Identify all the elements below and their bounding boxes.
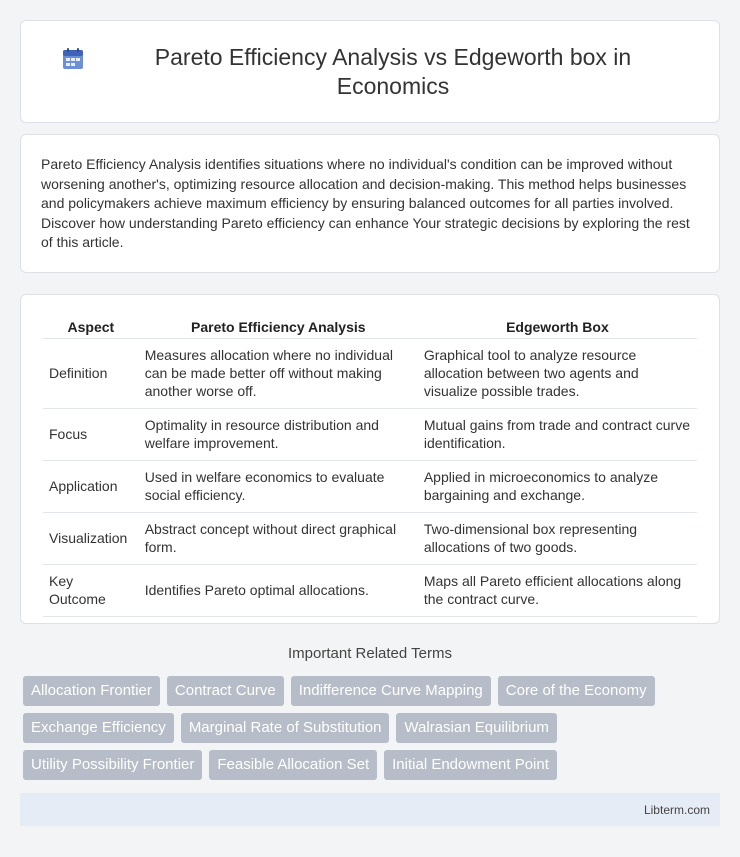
- table-row: [43, 339, 697, 409]
- table-header-row: [43, 315, 697, 339]
- row-pareto: Used in welfare economics to evaluate social efficiency.: [139, 461, 418, 513]
- intro-text: Pareto Efficiency Analysis identifies situations where no individual's condition can be improved without worsening another's, optimizing resource allocation and decision-making. This method helps businesses and policymakers achieve maximum efficiency by ensuring balanced outcomes for all parties involved. Discover how understanding Pareto efficiency can enhance Your strategic decisions by exploring the rest of this article.: [41, 156, 690, 251]
- row-aspect: Visualization: [43, 513, 139, 565]
- row-aspect: Key Outcome: [43, 565, 139, 617]
- tag-exchange-efficiency[interactable]: Exchange Efficiency: [23, 713, 174, 743]
- footer: [20, 793, 720, 826]
- row-edgeworth: Graphical tool to analyze resource allocation between two agents and visualize possible trades.: [418, 339, 697, 409]
- calendar-icon: [61, 47, 85, 71]
- row-edgeworth: Maps all Pareto efficient allocations along the contract curve.: [418, 565, 697, 617]
- row-aspect: Focus: [43, 409, 139, 461]
- tag-allocation-frontier[interactable]: Allocation Frontier: [23, 676, 160, 706]
- tag-core-of-the-economy[interactable]: Core of the Economy: [498, 676, 655, 706]
- table-row: [43, 565, 697, 617]
- table-row: [43, 513, 697, 565]
- row-pareto: Abstract concept without direct graphical form.: [139, 513, 418, 565]
- row-edgeworth: Applied in microeconomics to analyze bargaining and exchange.: [418, 461, 697, 513]
- header: [61, 43, 679, 101]
- comparison-table: [43, 315, 697, 617]
- tag-indifference-curve-mapping[interactable]: Indifference Curve Mapping: [291, 676, 491, 706]
- table-row: [43, 461, 697, 513]
- row-pareto: Identifies Pareto optimal allocations.: [139, 565, 418, 617]
- row-pareto: Measures allocation where no individual can be made better off without making another worse off.: [139, 339, 418, 409]
- intro-card: [20, 134, 720, 273]
- row-edgeworth: Mutual gains from trade and contract curve identification.: [418, 409, 697, 461]
- tag-contract-curve[interactable]: Contract Curve: [167, 676, 284, 706]
- header-pareto: Pareto Efficiency Analysis: [139, 315, 418, 339]
- tag-marginal-rate-of-substitution[interactable]: Marginal Rate of Substitution: [181, 713, 390, 743]
- row-edgeworth: Two-dimensional box representing allocations of two goods.: [418, 513, 697, 565]
- comparison-card: [20, 294, 720, 624]
- footer-brand[interactable]: Libterm.com: [643, 802, 710, 817]
- tag-utility-possibility-frontier[interactable]: Utility Possibility Frontier: [23, 750, 202, 780]
- header-card: [20, 20, 720, 123]
- related-tags: [20, 676, 720, 780]
- tag-initial-endowment-point[interactable]: Initial Endowment Point: [384, 750, 557, 780]
- page-title: Pareto Efficiency Analysis vs Edgeworth box in Economics: [154, 43, 632, 99]
- table-row: [43, 409, 697, 461]
- tag-feasible-allocation-set[interactable]: Feasible Allocation Set: [209, 750, 377, 780]
- header-aspect: Aspect: [43, 315, 139, 339]
- row-aspect: Definition: [43, 339, 139, 409]
- related-terms-section: [20, 645, 720, 780]
- row-aspect: Application: [43, 461, 139, 513]
- tag-walrasian-equilibrium[interactable]: Walrasian Equilibrium: [396, 713, 557, 743]
- related-terms-title: Important Related Terms: [288, 645, 452, 662]
- header-edgeworth: Edgeworth Box: [418, 315, 697, 339]
- row-pareto: Optimality in resource distribution and welfare improvement.: [139, 409, 418, 461]
